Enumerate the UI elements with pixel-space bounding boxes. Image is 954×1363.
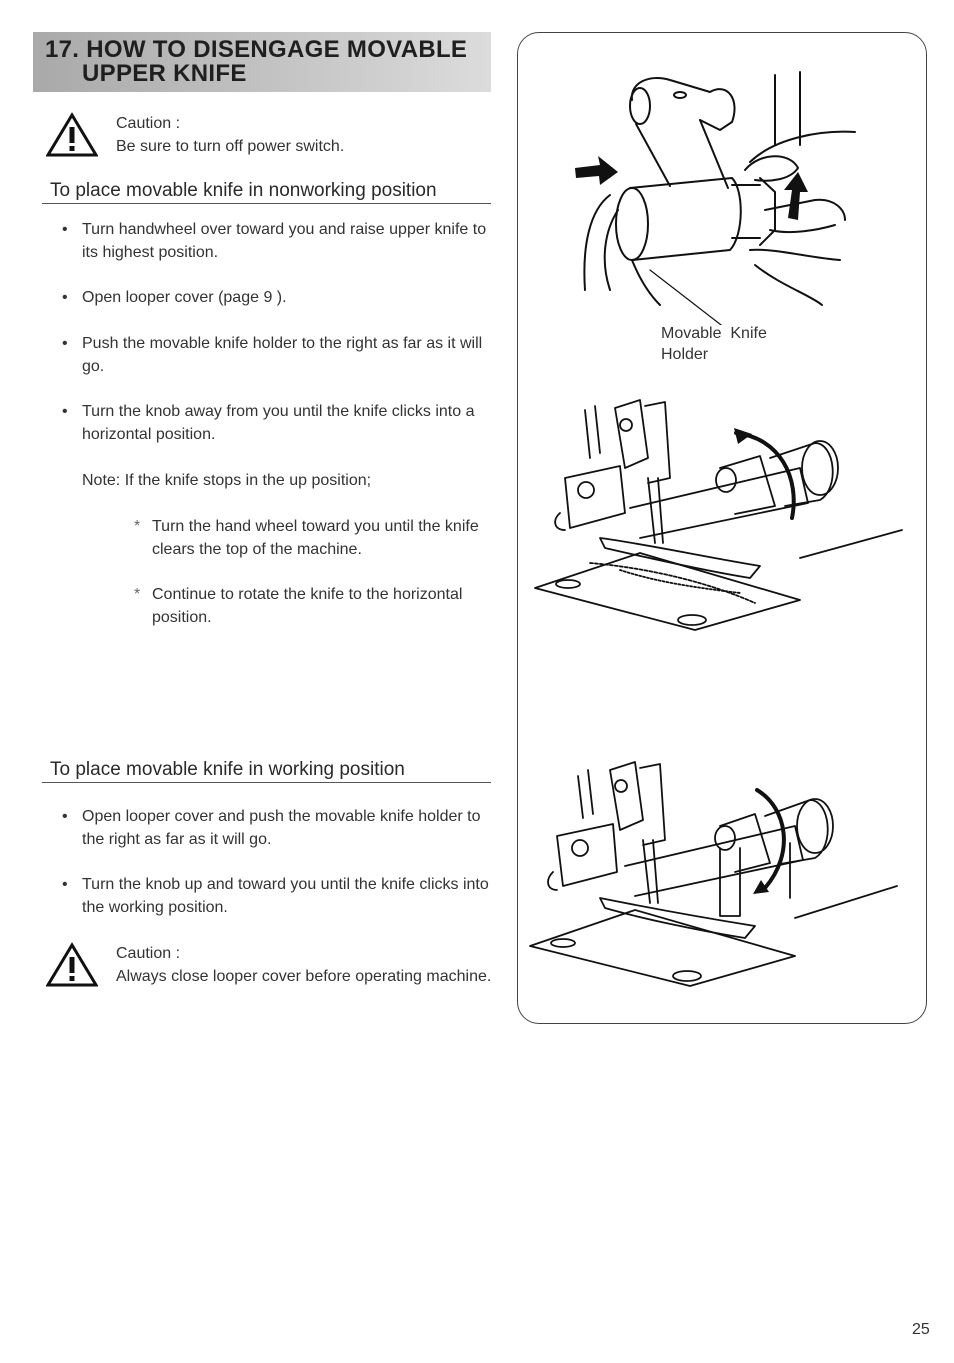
knife-holder-hand-illustration (560, 60, 860, 325)
page-title-line-2: UPPER KNIFE (82, 60, 247, 87)
caution-text: Be sure to turn off power switch. (116, 138, 345, 155)
bullet-icon: • (62, 289, 68, 306)
page-number: 25 (912, 1321, 930, 1338)
list-item (62, 805, 492, 851)
knife-working-illustration (525, 748, 905, 988)
page-title-line-1: 17. HOW TO DISENGAGE MOVABLE (45, 36, 468, 63)
list-item-text: Open looper cover (page 9 ). (82, 289, 287, 306)
list-item (62, 286, 492, 309)
asterisk-icon: * (134, 586, 141, 603)
asterisk-icon: * (134, 518, 141, 535)
page-title (45, 38, 481, 86)
warning-triangle-icon (46, 112, 98, 158)
bullet-icon: • (62, 808, 68, 825)
list-item (62, 332, 492, 378)
bullet-icon: • (62, 335, 68, 352)
sub-list-item-text: Continue to rotate the knife to the horizontal position. (152, 586, 463, 626)
section-title-banner (33, 32, 491, 92)
bullet-icon: • (62, 403, 68, 420)
knife-nonworking-illustration (530, 388, 910, 633)
bullet-icon: • (62, 876, 68, 893)
sub-list-item-text: Turn the hand wheel toward you until the knife clears the top of the machine. (152, 518, 479, 558)
list-item-text: Turn the knob up and toward you until the knife clicks into the working position. (82, 876, 489, 916)
caution-text: Always close looper cover before operating machine. (116, 968, 492, 985)
sub-list-item (134, 583, 492, 629)
warning-triangle-icon (46, 942, 98, 988)
list-item-text: Push the movable knife holder to the right as far as it will go. (82, 335, 483, 375)
caution-label: Caution : (116, 945, 181, 962)
nonworking-heading: To place movable knife in nonworking position (42, 180, 491, 204)
list-item-text: Turn the knob away from you until the knife clicks into a horizontal position. (82, 403, 475, 443)
list-item (62, 218, 492, 264)
list-item-text: Turn handwheel over toward you and raise upper knife to its highest position. (82, 221, 487, 261)
list-item (62, 873, 492, 919)
list-item (62, 400, 492, 446)
note-text: Note: If the knife stops in the up position; (82, 472, 372, 489)
movable-knife-holder-label: Movable Knife Holder (661, 325, 767, 363)
caution-label: Caution : (116, 115, 181, 132)
list-item-text: Open looper cover and push the movable knife holder to the right as far as it will go. (82, 808, 481, 848)
sub-list-item (134, 515, 492, 561)
bullet-icon: • (62, 221, 68, 238)
working-heading: To place movable knife in working position (42, 759, 491, 783)
